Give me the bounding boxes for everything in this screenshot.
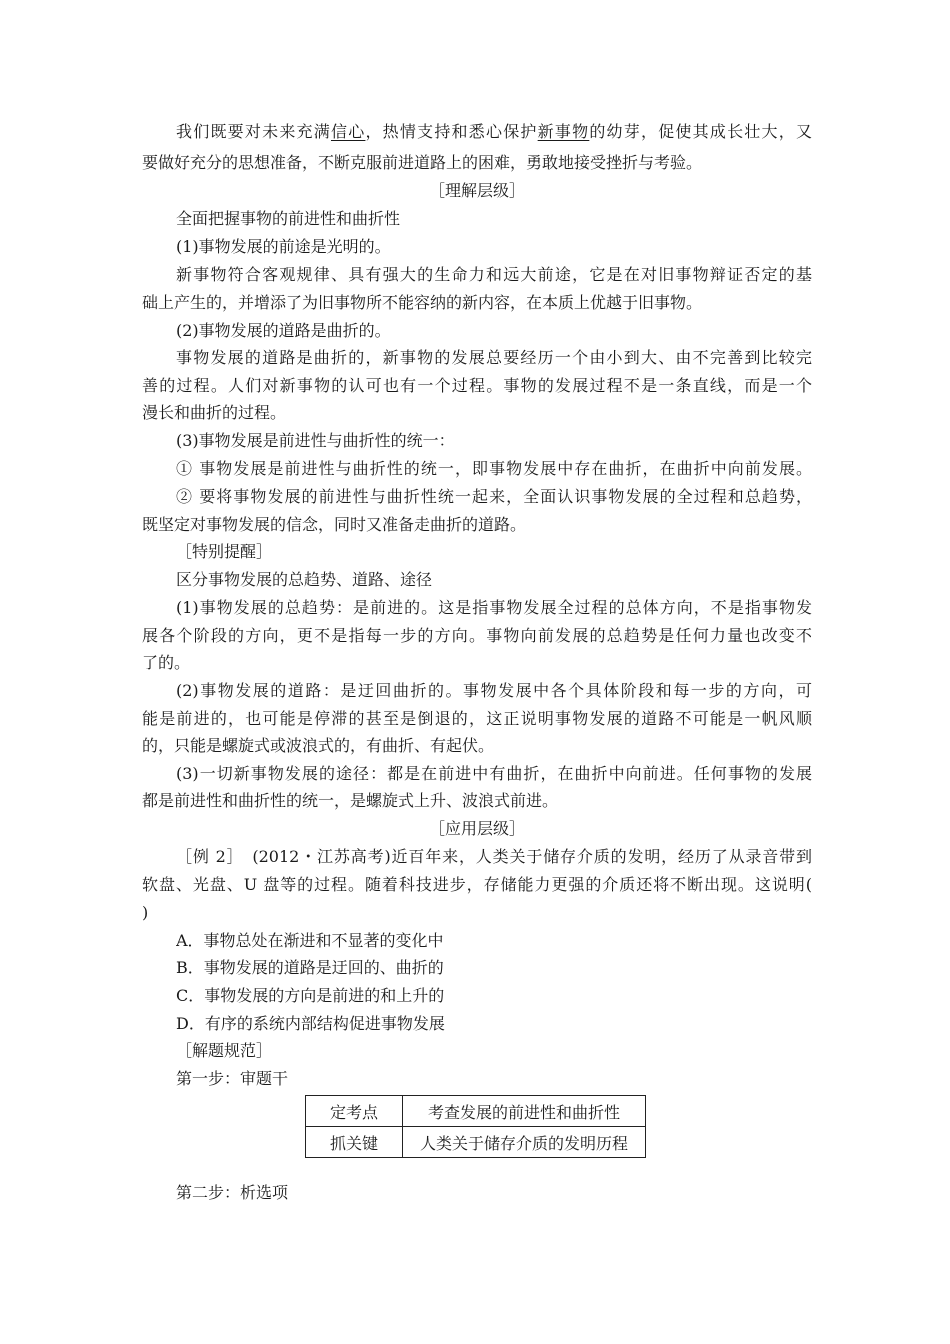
- intro-line-2: 要做好充分的思想准备，不断克服前进道路上的困难，勇敢地接受挫折与考验。: [142, 153, 703, 172]
- table-value-cell: 人类关于储存介质的发明历程: [403, 1127, 646, 1158]
- table-row: [306, 1096, 646, 1127]
- reminder-3-line-1: (3)一切新事物发展的途径：都是在前进中有曲折，在曲折中向前进。任何事物的发展: [176, 764, 812, 783]
- intro-text-a: 我们既要对未来充满: [176, 122, 331, 141]
- reminder-2-line-3: 的，只能是螺旋式或波浪式的，有曲折、有起伏。: [142, 736, 495, 755]
- underlined-word-xinxin: 信心: [330, 122, 366, 141]
- reminder-3-line-2: 都是前进性和曲折性的统一，是螺旋式上升、波浪式前进。: [142, 791, 559, 810]
- intro-line-1: [142, 117, 812, 147]
- understand-title: 全面把握事物的前进性和曲折性: [176, 209, 401, 228]
- analysis-table: [305, 1095, 646, 1158]
- reminder-1-line-3: 了的。: [142, 653, 191, 672]
- step-1-label: 第一步：审题干: [176, 1069, 289, 1088]
- point-2-line-1: 事物发展的道路是曲折的，新事物的发展总要经历一个由小到大、由不完善到比较完: [176, 348, 812, 367]
- option-c: C．事物发展的方向是前进的和上升的: [176, 986, 445, 1005]
- reminder-header: ［特别提醒］: [176, 542, 273, 561]
- step-2-label: 第二步：析选项: [176, 1183, 289, 1202]
- intro-text-c: 的幼芽，促使其成长壮大，又: [589, 122, 812, 141]
- option-b: B．事物发展的道路是迂回的、曲折的: [176, 958, 444, 977]
- option-d: D．有序的系统内部结构促进事物发展: [176, 1014, 445, 1033]
- question-line-1: ［例 2］ (2012・江苏高考)近百年来，人类关于储存介质的发明，经历了从录音带到: [176, 847, 812, 866]
- reminder-1-line-1: (1)事物发展的总趋势：是前进的。这是指事物发展全过程的总体方向，不是指事物发: [176, 598, 812, 617]
- underlined-word-xinshiwu: 新事物: [537, 122, 590, 141]
- reminder-2-line-1: (2)事物发展的道路：是迂回曲折的。事物发展中各个具体阶段和每一步的方向，可: [176, 681, 812, 700]
- point-3-clause-2-line-1: ② 要将事物发展的前进性与曲折性统一起来，全面认识事物发展的全过程和总趋势，: [176, 487, 812, 506]
- point-3-clause-2-line-2: 既坚定对事物发展的信念，同时又准备走曲折的道路。: [142, 515, 527, 534]
- point-1-line-2: 础上产生的，并增添了为旧事物所不能容纳的新内容，在本质上优越于旧事物。: [142, 293, 703, 312]
- table-key-cell: 抓关键: [306, 1127, 403, 1158]
- point-1-heading: (1)事物发展的前途是光明的。: [176, 237, 391, 256]
- question-line-2: 软盘、光盘、U 盘等的过程。随着科技进步，存储能力更强的介质还将不断出现。这说明(: [142, 875, 812, 894]
- reminder-title: 区分事物发展的总趋势、道路、途径: [176, 570, 433, 589]
- intro-text-b: ，热情支持和悉心保护: [365, 122, 538, 141]
- apply-level-header: ［应用层级］: [428, 819, 525, 838]
- table-key-cell: 定考点: [306, 1096, 403, 1127]
- point-1-line-1: 新事物符合客观规律、具有强大的生命力和远大前途，它是在对旧事物辩证否定的基: [176, 265, 812, 284]
- reminder-2-line-2: 能是前进的，也可能是停滞的甚至是倒退的，这正说明事物发展的道路不可能是一帆风顺: [142, 709, 812, 728]
- option-a: A．事物总处在渐进和不显著的变化中: [176, 931, 444, 950]
- point-2-line-3: 漫长和曲折的过程。: [142, 403, 287, 422]
- table-value-cell: 考查发展的前进性和曲折性: [403, 1096, 646, 1127]
- point-3-heading: (3)事物发展是前进性与曲折性的统一：: [176, 431, 455, 450]
- understand-level-header: ［理解层级］: [428, 181, 525, 200]
- reminder-1-line-2: 展各个阶段的方向，更不是指每一步的方向。事物向前发展的总趋势是任何力量也改变不: [142, 626, 812, 645]
- point-2-heading: (2)事物发展的道路是曲折的。: [176, 321, 391, 340]
- question-line-3: ): [142, 903, 149, 922]
- solution-header: ［解题规范］: [176, 1041, 273, 1060]
- table-row: [306, 1127, 646, 1158]
- point-3-clause-1: ① 事物发展是前进性与曲折性的统一，即事物发展中存在曲折，在曲折中向前发展。: [176, 459, 812, 478]
- point-2-line-2: 善的过程。人们对新事物的认可也有一个过程。事物的发展过程不是一条直线，而是一个: [142, 376, 812, 395]
